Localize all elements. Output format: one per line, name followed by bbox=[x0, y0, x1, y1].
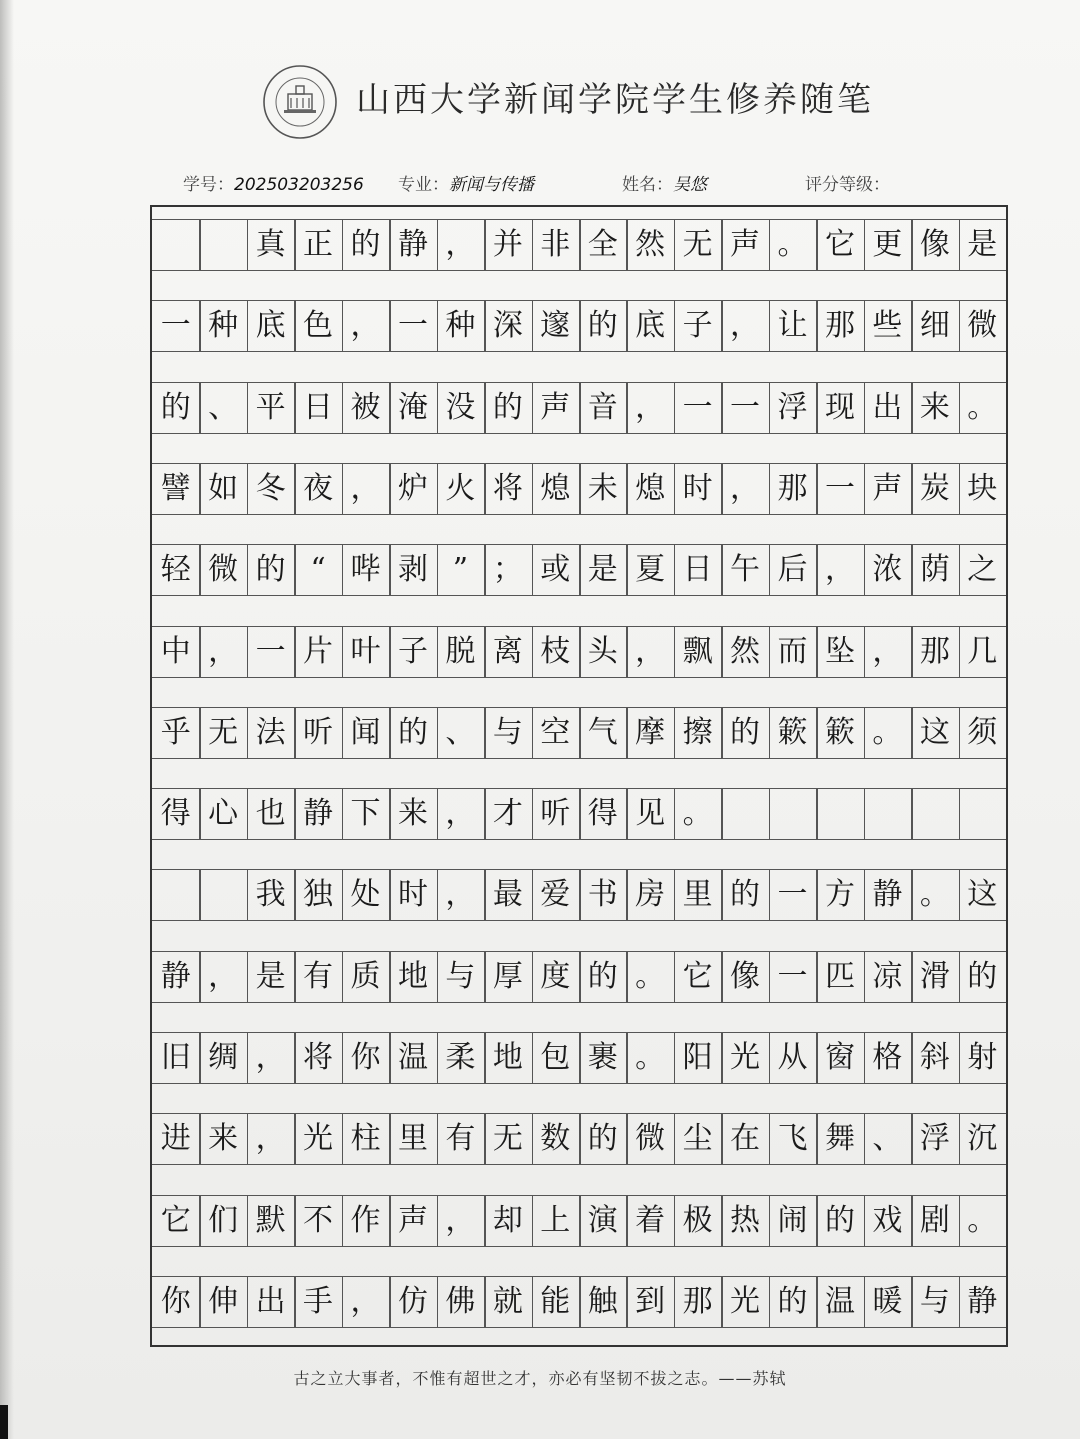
writing-grid bbox=[150, 205, 1008, 1347]
grid-char: 一 bbox=[730, 389, 761, 425]
grid-char: 平 bbox=[255, 389, 286, 425]
grid-char: 的 bbox=[777, 1283, 808, 1319]
grid-char: 听 bbox=[540, 796, 571, 832]
grid-char: 的 bbox=[350, 227, 381, 262]
grid-char: 匹 bbox=[824, 958, 855, 994]
grid-char: 然 bbox=[635, 227, 666, 262]
grid-char: ， bbox=[208, 633, 239, 669]
grid-char: ， bbox=[730, 308, 761, 344]
grid-char: 的 bbox=[587, 1121, 618, 1157]
footer-quote: 古之立大事者，不惟有超世之才，亦必有坚韧不拔之志。——苏轼 bbox=[293, 1369, 787, 1388]
grid-char: 声 bbox=[872, 470, 903, 506]
grid-char: 热 bbox=[730, 1202, 761, 1238]
page-title: 山西大学新闻学院学生修养随笔 bbox=[356, 80, 874, 120]
grid-char: ， bbox=[208, 958, 239, 994]
grid-char: 炉 bbox=[397, 470, 428, 506]
grid-char: ， bbox=[350, 470, 381, 506]
grid-char: 极 bbox=[682, 1202, 713, 1238]
grid-char: 叶 bbox=[350, 633, 381, 669]
grid-char: 。 bbox=[919, 877, 950, 913]
grid-char: 须 bbox=[967, 714, 998, 750]
grid-char: 出 bbox=[872, 389, 903, 425]
grid-char: 就 bbox=[492, 1283, 523, 1319]
grid-char: ， bbox=[872, 633, 903, 669]
grid-char: 听 bbox=[303, 714, 334, 750]
grid-char: 枝 bbox=[540, 633, 571, 669]
grid-char: 戏 bbox=[872, 1202, 903, 1238]
grid-char: 你 bbox=[350, 1040, 381, 1075]
grid-char: 声 bbox=[540, 389, 571, 425]
grid-char: 那 bbox=[919, 633, 950, 669]
grid-char: 默 bbox=[255, 1202, 286, 1238]
grid-char: 的 bbox=[587, 958, 618, 994]
grid-char: 正 bbox=[303, 227, 334, 262]
grid-char: 的 bbox=[730, 714, 761, 750]
grid-char: 。 bbox=[967, 1202, 998, 1238]
grid-char: 数 bbox=[540, 1121, 571, 1157]
grid-char: ， bbox=[824, 552, 855, 588]
grid-char: 书 bbox=[587, 877, 618, 913]
grid-char: 它 bbox=[682, 958, 713, 994]
grid-char: 得 bbox=[587, 796, 618, 832]
grid-char: 它 bbox=[160, 1202, 191, 1238]
grid-char: 几 bbox=[967, 633, 998, 669]
grid-char: 夏 bbox=[635, 552, 666, 588]
grid-char: 像 bbox=[919, 227, 950, 262]
grid-char: 熄 bbox=[540, 470, 571, 506]
major-field bbox=[398, 170, 534, 195]
grid-char: 邃 bbox=[540, 308, 571, 344]
grid-char: 、 bbox=[445, 714, 476, 750]
grid-char: 种 bbox=[445, 308, 476, 344]
grid-char: 触 bbox=[587, 1283, 618, 1319]
grid-char: 来 bbox=[919, 389, 950, 425]
grid-char: 厚 bbox=[492, 958, 523, 994]
grid-char: ， bbox=[445, 877, 476, 913]
grid-char: 的 bbox=[255, 552, 286, 588]
grid-char: 时 bbox=[397, 877, 428, 913]
grid-char: 无 bbox=[682, 227, 713, 262]
grid-char: 未 bbox=[587, 470, 618, 506]
grid-char: 譬 bbox=[160, 470, 191, 506]
grid-char: 全 bbox=[587, 227, 618, 262]
grid-char: 熄 bbox=[635, 470, 666, 506]
grid-char: 浓 bbox=[872, 552, 903, 588]
student-id-value: 202503203256 bbox=[234, 175, 364, 195]
grid-char: 到 bbox=[635, 1283, 666, 1319]
grid-char: 、 bbox=[872, 1121, 903, 1157]
grid-char: 微 bbox=[967, 308, 998, 344]
grid-char: ， bbox=[350, 308, 381, 344]
grid-char: 我 bbox=[255, 877, 286, 913]
grid-char: 上 bbox=[540, 1202, 571, 1238]
major-label: 专业： bbox=[398, 175, 449, 195]
grid-char: 佛 bbox=[445, 1283, 476, 1319]
grid-char: 是 bbox=[587, 552, 618, 588]
grid-char: 一 bbox=[682, 389, 713, 425]
grid-char: 被 bbox=[350, 389, 381, 425]
grid-char: 微 bbox=[208, 552, 239, 588]
grid-char: 夜 bbox=[303, 470, 334, 506]
grid-char: 舞 bbox=[824, 1121, 855, 1157]
grid-char: 微 bbox=[635, 1121, 666, 1157]
grid-char: 现 bbox=[824, 389, 855, 425]
grid-char: 静 bbox=[397, 227, 428, 262]
grid-char: 让 bbox=[777, 308, 808, 344]
grid-char: 浮 bbox=[777, 389, 808, 425]
grid-char: 轻 bbox=[160, 552, 191, 588]
grid-char: 簌 bbox=[824, 714, 855, 750]
grid-char: 是 bbox=[967, 227, 998, 262]
grid-char: ” bbox=[452, 552, 469, 588]
grid-char: 这 bbox=[919, 714, 950, 750]
grid-char: 演 bbox=[587, 1202, 618, 1238]
grid-char: 仿 bbox=[397, 1283, 428, 1319]
grid-char: 像 bbox=[730, 958, 761, 994]
grid-char: 最 bbox=[492, 877, 523, 913]
grid-cell-divider bbox=[959, 788, 961, 840]
grid-char: 的 bbox=[967, 958, 998, 994]
grid-char: 浮 bbox=[919, 1121, 950, 1157]
grid-char: 脱 bbox=[445, 633, 476, 669]
grid-char: 荫 bbox=[919, 552, 950, 588]
grid-char: 将 bbox=[492, 470, 523, 506]
grid-char: 裹 bbox=[587, 1040, 618, 1075]
grid-char: 静 bbox=[303, 796, 334, 832]
grid-char: 来 bbox=[397, 796, 428, 832]
grid-char: 而 bbox=[777, 633, 808, 669]
grid-char: 乎 bbox=[160, 714, 191, 750]
grid-cell-divider bbox=[199, 869, 201, 921]
grid-char: 簌 bbox=[777, 714, 808, 750]
grid-char: 离 bbox=[492, 633, 523, 669]
grid-char: ， bbox=[445, 227, 476, 262]
grid-char: 法 bbox=[255, 714, 286, 750]
grid-char: 一 bbox=[397, 308, 428, 344]
grid-char: 包 bbox=[540, 1040, 571, 1075]
grid-char: 这 bbox=[967, 877, 998, 913]
grid-char: 见 bbox=[635, 796, 666, 832]
page-edge-shadow bbox=[0, 0, 14, 1439]
grid-char: 的 bbox=[492, 389, 523, 425]
grid-char: 。 bbox=[682, 796, 713, 832]
grid-char: 射 bbox=[967, 1040, 998, 1075]
grid-char: 一 bbox=[777, 958, 808, 994]
grid-char: 后 bbox=[777, 552, 808, 588]
grid-char: 非 bbox=[540, 227, 571, 262]
grid-char: ， bbox=[255, 1040, 286, 1075]
grid-char: 没 bbox=[445, 389, 476, 425]
grid-cell-divider bbox=[199, 219, 201, 271]
grid-char: 度 bbox=[540, 958, 571, 994]
grid-char: 绸 bbox=[208, 1040, 239, 1075]
grid-char: 着 bbox=[635, 1202, 666, 1238]
grid-char: 有 bbox=[303, 958, 334, 994]
name-value: 吴悠 bbox=[673, 175, 707, 195]
grid-char: 们 bbox=[208, 1202, 239, 1238]
grid-char: 与 bbox=[492, 714, 523, 750]
grid-char: 有 bbox=[445, 1121, 476, 1157]
grid-char: ， bbox=[445, 1202, 476, 1238]
grid-char: 块 bbox=[967, 470, 998, 506]
grid-char: 窗 bbox=[824, 1040, 855, 1075]
grid-char: 飞 bbox=[777, 1121, 808, 1157]
grid-char: 深 bbox=[492, 308, 523, 344]
grid-char: 气 bbox=[587, 714, 618, 750]
grid-char: 那 bbox=[824, 308, 855, 344]
grid-char: 子 bbox=[682, 308, 713, 344]
grid-char: 摩 bbox=[635, 714, 666, 750]
grid-char: 凉 bbox=[872, 958, 903, 994]
grid-char: 飘 bbox=[682, 633, 713, 669]
grid-char: 斜 bbox=[919, 1040, 950, 1075]
grid-char: 里 bbox=[397, 1121, 428, 1157]
grid-char: 底 bbox=[255, 308, 286, 344]
grid-char: 闻 bbox=[350, 714, 381, 750]
grid-cell-divider bbox=[721, 788, 723, 840]
grid-char: 更 bbox=[872, 227, 903, 262]
grid-char: 哔 bbox=[350, 552, 381, 588]
grid-char: ， bbox=[255, 1121, 286, 1157]
grid-cell-divider bbox=[911, 788, 913, 840]
grid-char: 静 bbox=[160, 958, 191, 994]
grid-char: 火 bbox=[445, 470, 476, 506]
grid-char: 质 bbox=[350, 958, 381, 994]
grid-char: ， bbox=[635, 633, 666, 669]
grid-char: 坠 bbox=[824, 633, 855, 669]
grid-char: 柱 bbox=[350, 1121, 381, 1157]
grid-char: 你 bbox=[160, 1283, 191, 1319]
grid-char: 或 bbox=[540, 552, 571, 588]
grid-char: 地 bbox=[492, 1040, 523, 1075]
grid-char: 声 bbox=[730, 227, 761, 262]
grid-char: 头 bbox=[587, 633, 618, 669]
grid-char: 爱 bbox=[540, 877, 571, 913]
grid-char: 无 bbox=[208, 714, 239, 750]
grid-char: 光 bbox=[303, 1121, 334, 1157]
grid-char: 日 bbox=[682, 552, 713, 588]
grid-char: 出 bbox=[255, 1283, 286, 1319]
grid-char: 日 bbox=[303, 389, 334, 425]
grid-char: 却 bbox=[492, 1202, 523, 1238]
grid-char: ， bbox=[730, 470, 761, 506]
grid-char: 房 bbox=[635, 877, 666, 913]
grid-char: 手 bbox=[303, 1283, 334, 1319]
grid-char: 静 bbox=[872, 877, 903, 913]
grid-char: 它 bbox=[824, 227, 855, 262]
grid-char: 与 bbox=[919, 1283, 950, 1319]
grid-char: 阳 bbox=[682, 1040, 713, 1075]
grid-char: 心 bbox=[208, 796, 239, 832]
grid-char: 那 bbox=[682, 1283, 713, 1319]
grid-char: 才 bbox=[492, 796, 523, 832]
grid-char: 旧 bbox=[160, 1040, 191, 1075]
major-value: 新闻与传播 bbox=[449, 175, 534, 195]
grid-char: 剥 bbox=[397, 552, 428, 588]
grid-char: 的 bbox=[587, 308, 618, 344]
grid-char: 时 bbox=[682, 470, 713, 506]
grid-char: 如 bbox=[208, 470, 239, 506]
grid-char: 温 bbox=[397, 1040, 428, 1075]
university-seal-icon bbox=[262, 64, 338, 140]
grid-char: 色 bbox=[303, 308, 334, 344]
grid-char: 擦 bbox=[682, 714, 713, 750]
grid-char: 一 bbox=[824, 470, 855, 506]
name-field bbox=[622, 170, 707, 195]
grid-char: 种 bbox=[208, 308, 239, 344]
grid-char: 暖 bbox=[872, 1283, 903, 1319]
grid-char: 柔 bbox=[445, 1040, 476, 1075]
grid-char: 地 bbox=[397, 958, 428, 994]
grid-char: 那 bbox=[777, 470, 808, 506]
grid-char: 淹 bbox=[397, 389, 428, 425]
grid-char: 子 bbox=[397, 633, 428, 669]
grid-char: 。 bbox=[967, 389, 998, 425]
grid-char: “ bbox=[310, 552, 326, 588]
grid-char: 下 bbox=[350, 796, 381, 832]
grid-char: ， bbox=[350, 1283, 381, 1319]
name-label: 姓名： bbox=[622, 175, 673, 195]
grade-label: 评分等级： bbox=[805, 175, 890, 195]
grid-char: 与 bbox=[445, 958, 476, 994]
student-id-label: 学号： bbox=[183, 175, 234, 195]
grid-char: 温 bbox=[824, 1283, 855, 1319]
grid-char: 得 bbox=[160, 796, 191, 832]
grid-char: 的 bbox=[160, 389, 191, 425]
grid-char: 。 bbox=[635, 1040, 666, 1075]
grid-char: 。 bbox=[872, 714, 903, 750]
grid-char: 处 bbox=[350, 877, 381, 913]
grid-char: ， bbox=[635, 389, 666, 425]
grid-char: 是 bbox=[255, 958, 286, 994]
grid-char: 光 bbox=[730, 1283, 761, 1319]
grid-char: 来 bbox=[208, 1121, 239, 1157]
grid-char: 进 bbox=[160, 1121, 191, 1157]
grid-char: 尘 bbox=[682, 1121, 713, 1157]
grid-char: 在 bbox=[730, 1121, 761, 1157]
grid-char: 。 bbox=[635, 958, 666, 994]
grid-char: 将 bbox=[303, 1040, 334, 1075]
grid-char: 底 bbox=[635, 308, 666, 344]
grid-char: 之 bbox=[967, 552, 998, 588]
grid-char: 中 bbox=[160, 633, 191, 669]
grid-char: 独 bbox=[303, 877, 334, 913]
grid-char: 、 bbox=[208, 389, 239, 425]
grid-char: 作 bbox=[350, 1202, 381, 1238]
grid-char: 一 bbox=[255, 633, 286, 669]
grid-char: 的 bbox=[397, 714, 428, 750]
grid-char: 也 bbox=[255, 796, 286, 832]
grid-char: 些 bbox=[872, 308, 903, 344]
grid-char: 空 bbox=[540, 714, 571, 750]
grid-char: 一 bbox=[777, 877, 808, 913]
grid-char: 的 bbox=[730, 877, 761, 913]
grid-char: 闹 bbox=[777, 1202, 808, 1238]
grid-cell-divider bbox=[816, 788, 818, 840]
grid-char: 的 bbox=[824, 1202, 855, 1238]
grid-char: 。 bbox=[777, 227, 808, 262]
grid-char: ； bbox=[492, 552, 523, 588]
grid-char: 格 bbox=[872, 1040, 903, 1075]
grid-cell-divider bbox=[769, 788, 771, 840]
grid-char: 静 bbox=[967, 1283, 998, 1319]
grid-char: 然 bbox=[730, 633, 761, 669]
grid-char: 无 bbox=[492, 1121, 523, 1157]
grid-char: 细 bbox=[919, 308, 950, 344]
grid-char: 午 bbox=[730, 552, 761, 588]
grid-char: 炭 bbox=[919, 470, 950, 506]
grid-char: 方 bbox=[824, 877, 855, 913]
binding-mark bbox=[0, 1405, 8, 1439]
student-id-field bbox=[183, 170, 364, 195]
grade-field bbox=[805, 170, 890, 195]
grid-char: 光 bbox=[730, 1040, 761, 1075]
grid-char: 伸 bbox=[208, 1283, 239, 1319]
grid-char: 真 bbox=[255, 227, 286, 262]
grid-char: ， bbox=[445, 796, 476, 832]
grid-char: 音 bbox=[587, 389, 618, 425]
grid-char: 从 bbox=[777, 1040, 808, 1075]
grid-char: 剧 bbox=[919, 1202, 950, 1238]
grid-char: 沉 bbox=[967, 1121, 998, 1157]
grid-char: 片 bbox=[303, 633, 334, 669]
grid-char: 滑 bbox=[919, 958, 950, 994]
grid-char: 里 bbox=[682, 877, 713, 913]
grid-char: 并 bbox=[492, 227, 523, 262]
grid-char: 不 bbox=[303, 1202, 334, 1238]
grid-char: 能 bbox=[540, 1283, 571, 1319]
grid-cell-divider bbox=[864, 788, 866, 840]
grid-char: 声 bbox=[397, 1202, 428, 1238]
grid-char: 冬 bbox=[255, 470, 286, 506]
grid-char: 一 bbox=[160, 308, 191, 344]
